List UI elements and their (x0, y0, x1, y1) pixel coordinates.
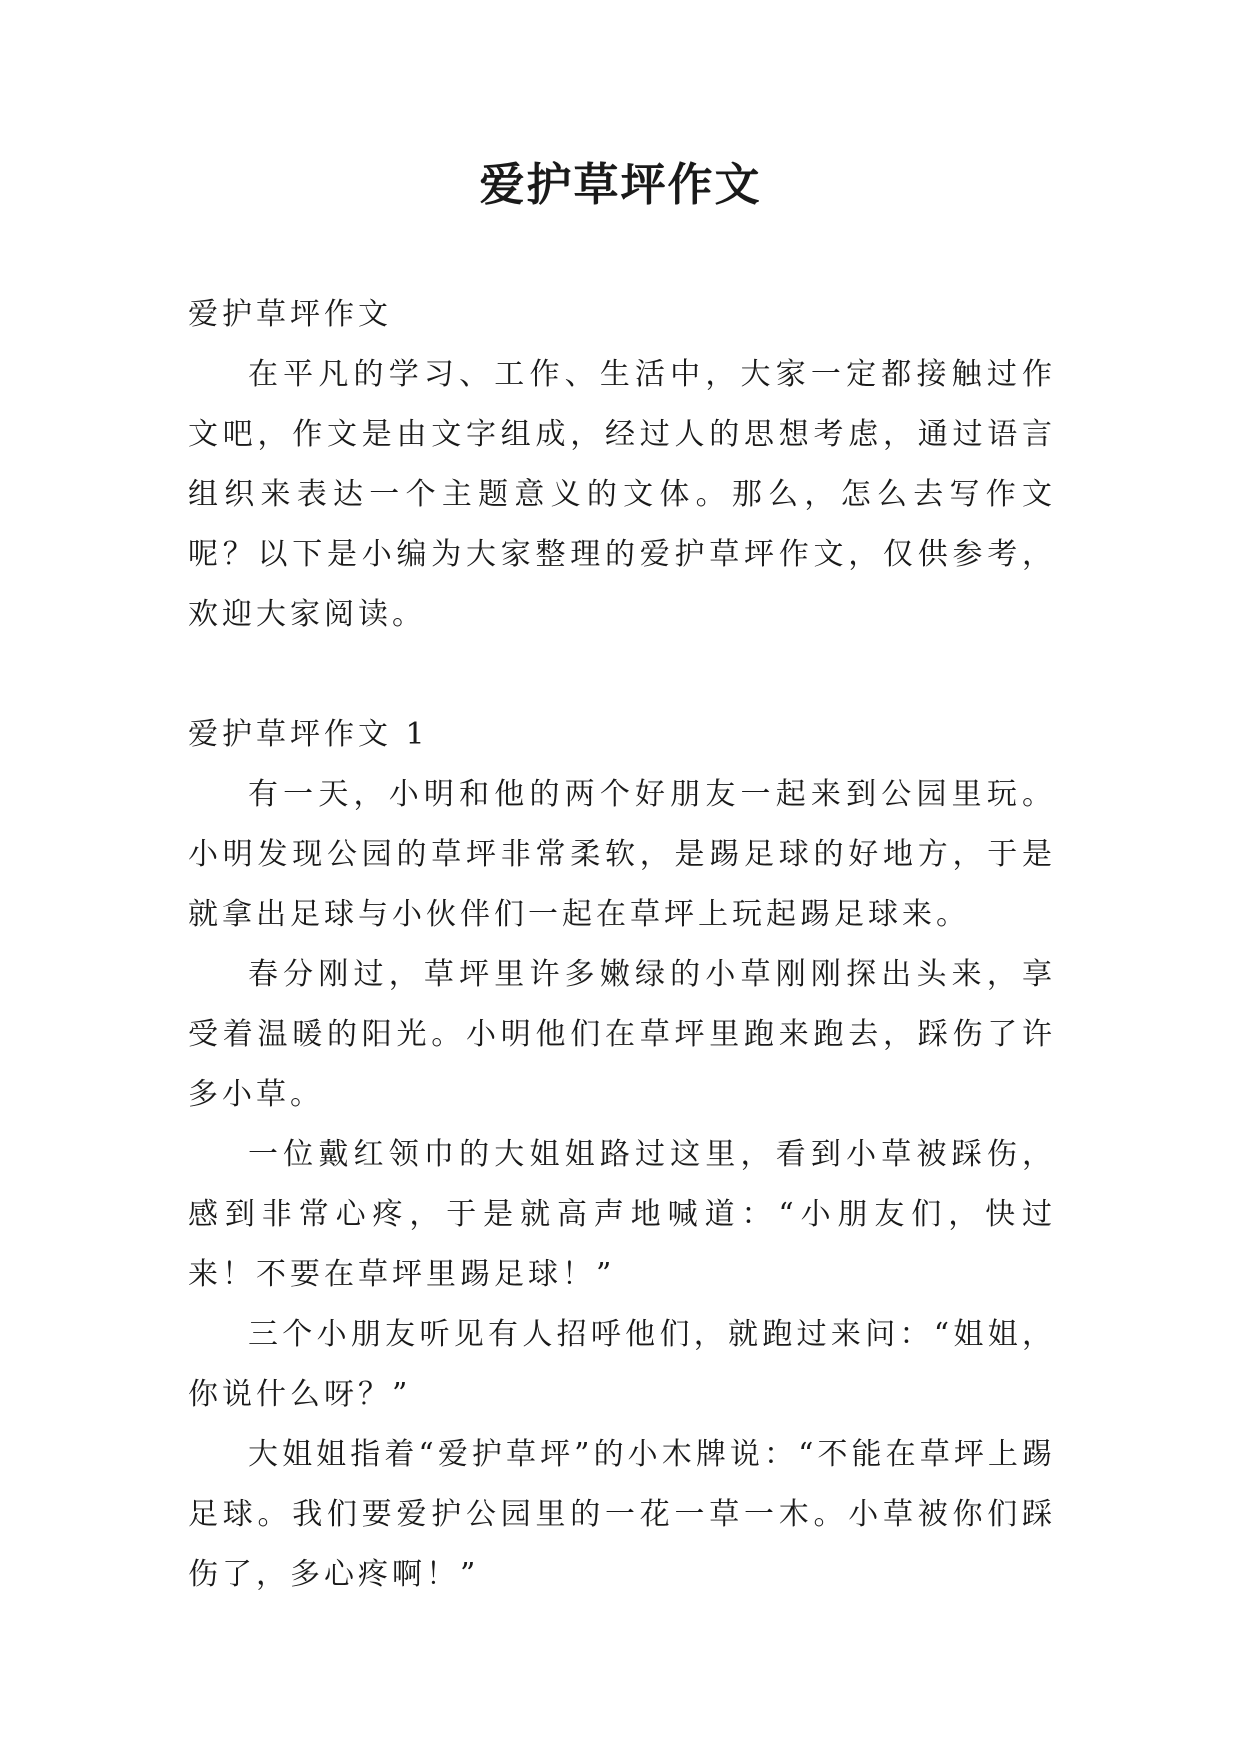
body-paragraph: 一位戴红领巾的大姐姐路过这里，看到小草被踩伤，感到非常心疼，于是就高声地喊道：“小朋友们，快过来！不要在草坪里踢足球！” (188, 1137, 1056, 1292)
section-spacer (188, 645, 1056, 705)
body-paragraph: 春分刚过，草坪里许多嫩绿的小草刚刚探出头来，享受着温暖的阳光。小明他们在草坪里跑来跑去，踩伤了许多小草。 (188, 957, 1056, 1112)
section-heading: 爱护草坪作文 1 (188, 717, 429, 752)
document-body (188, 285, 1056, 1605)
intro-paragraph: 在平凡的学习、工作、生活中，大家一定都接触过作文吧，作文是由文字组成，经过人的思想考虑，通过语言组织来表达一个主题意义的文体。那么，怎么去写作文呢？以下是小编为大家整理的爱护草坪作文，仅供参考，欢迎大家阅读。 (188, 357, 1056, 632)
body-paragraph: 三个小朋友听见有人招呼他们，就跑过来问：“姐姐，你说什么呀？” (188, 1317, 1056, 1412)
intro-heading: 爱护草坪作文 (188, 297, 392, 332)
body-paragraph: 有一天，小明和他的两个好朋友一起来到公园里玩。小明发现公园的草坪非常柔软，是踢足球的好地方，于是就拿出足球与小伙伴们一起在草坪上玩起踢足球来。 (188, 777, 1056, 932)
document-title: 爱护草坪作文 (479, 158, 762, 211)
body-paragraph: 大姐姐指着“爱护草坪”的小木牌说：“不能在草坪上踢足球。我们要爱护公园里的一花一草一木。小草被你们踩伤了，多心疼啊！” (188, 1437, 1056, 1592)
